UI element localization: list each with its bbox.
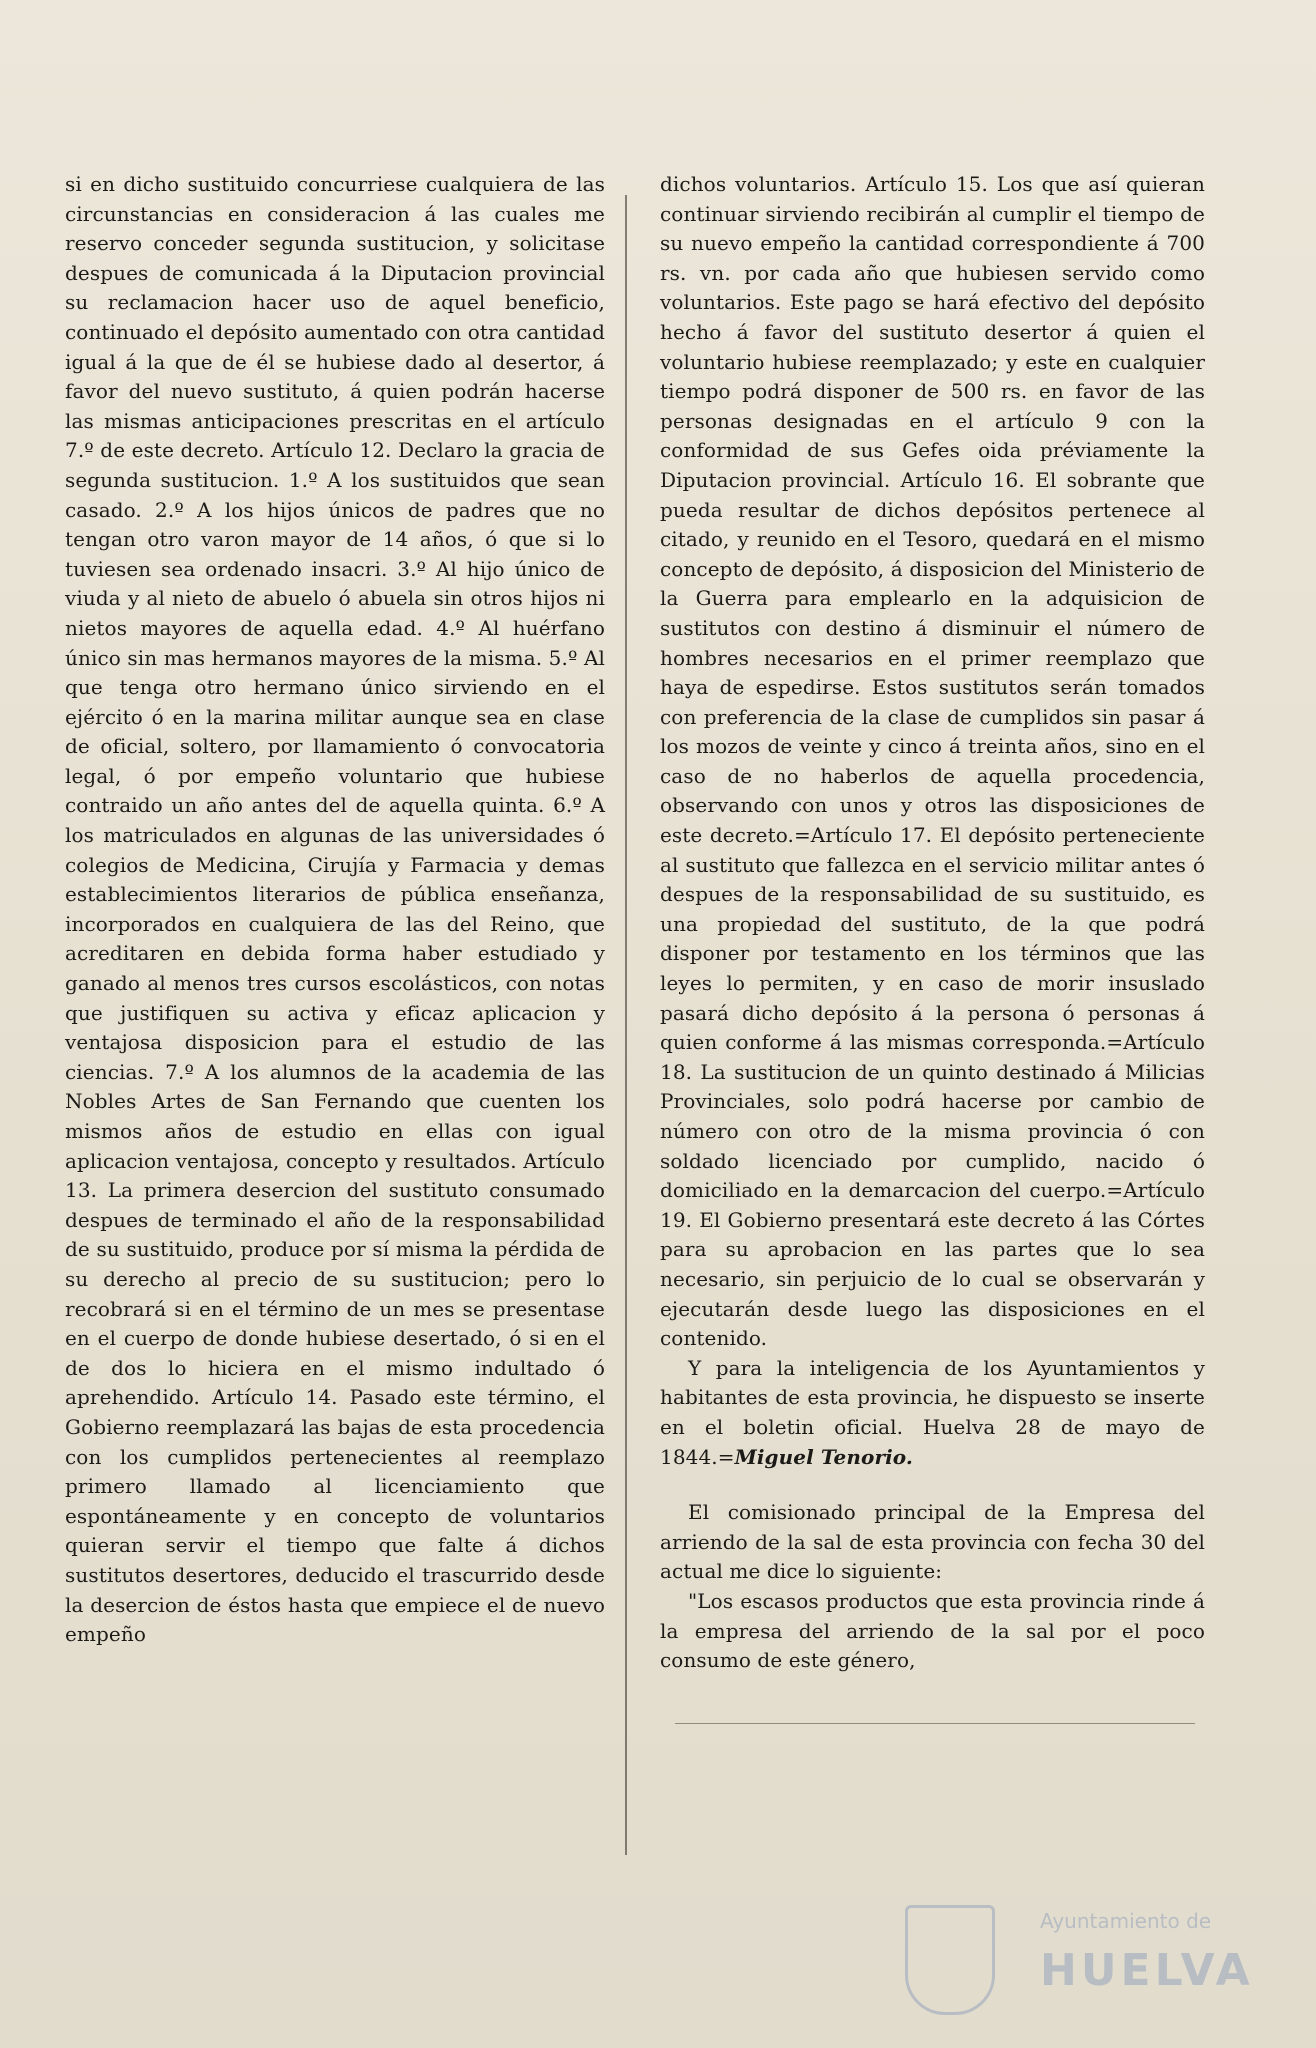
column-divider [625,195,627,1855]
signature: Miguel Tenorio. [734,1444,913,1469]
watermark-line1: Ayuntamiento de [1040,1909,1212,1933]
notice-intro: El comisionado principal de la Empresa del arriendo de la sal de esta provincia con fecha 30 del actual me dice lo siguiente: [660,1500,1205,1584]
coat-of-arms-icon [905,1905,995,2015]
closing-text: Y para la inteligencia de los Ayuntamientos y habitantes de esta provincia, he dispuesto se inserte en el boletin oficial. Huelva 28 de mayo de 1844.= [660,1355,1205,1469]
left-column-text: si en dicho sustituido concurriese cualquiera de las circunstancias en consideracion á las cuales me reservo conceder segunda sustitucion, y solicitase despues de comunicada á la Diputacion provincial su reclamacion hacer uso de aquel beneficio, continuado el depósito aumentado con otra cantidad igual á la que de él se hubiese dado al desertor, á favor del nuevo sustituto, á quien podrán hacerse las mismas anticipaciones prescritas en el artículo 7.º de este decreto. Artículo 12. Declaro la gracia de segunda sustitucion. 1.º A los sustituidos que sean casado. 2.º A los hijos únicos de padres que no tengan otro varon mayor de 14 años, ó que si lo tuviesen sea ordenado insacri. 3.º Al hijo único de viuda y al nieto de abuelo ó abuela sin otros hijos ni nietos mayores de aquella edad. 4.º Al huérfano único sin mas hermanos mayores de la misma. 5.º Al que tenga otro hermano único sirviendo en el ejército ó en la marina militar aunque sea en clase de oficial, soltero, por llamamiento ó convocatoria legal, ó por empeño voluntario que hubiese contraido un año antes del de aquella quinta. 6.º A los matriculados en algunas de las universidades ó colegios de Medicina, Cirujía y Farmacia y demas establecimientos literarios de pública enseñanza, incorporados en cualquiera de las del Reino, que acreditaren en debida forma haber estudiado y ganado al menos tres cursos escolásticos, con notas que justifiquen su activa y eficaz aplicacion y ventajosa disposicion para el estudio de las ciencias. 7.º A los alumnos de la academia de las Nobles Artes de San Fernando que cuenten los mismos años de estudio en ellas con igual aplicacion ventajosa, concepto y resultados. Artículo 13. La primera desercion del sustituto consumado despues de terminado el año de la responsabilidad de su sustituido, produce por sí misma la pérdida de su derecho al precio de su sustitucion; pero lo recobrará si en el término de un mes se presentase en el cuerpo de donde hubiese desertado, ó si en el de dos lo hiciera en el mismo indultado ó aprehendido. Artículo 14. Pasado este término, el Gobierno reemplazará las bajas de esta procedencia con los cumplidos pertenecientes al reemplazo primero llamado al licenciamiento que espontáneamente y en concepto de voluntarios quieran servir el tiempo que falte á dichos sustitutos desertores, deducido el trascurrido desde la desercion de éstos hasta que empiece el de nuevo empeño [65,172,605,1647]
closing-paragraph [660,1354,1205,1472]
notice-quote: "Los escasos productos que esta provincia rinde á la empresa del arriendo de la sal por el poco consumo de este género, [660,1588,1205,1673]
left-column [65,170,605,1650]
huelva-watermark [905,1905,1254,2015]
right-column-text: dichos voluntarios. Artículo 15. Los que así quieran continuar sirviendo recibirán al cumplir el tiempo de su nuevo empeño la cantidad correspondiente á 700 rs. vn. por cada año que hubiesen servido como voluntarios. Este pago se hará efectivo del depósito hecho á favor del sustituto desertor á quien el voluntario hubiese reemplazado; y este en cualquier tiempo podrá disponer de 500 rs. en favor de las personas designadas en el artículo 9 con la conformidad de sus Gefes oida préviamente la Diputacion provincial. Artículo 16. El sobrante que pueda resultar de dichos depósitos pertenece al citado, y reunido en el Tesoro, quedará en el mismo concepto de depósito, á disposicion del Ministerio de la Guerra para emplearlo en la adquisicion de sustitutos con destino á disminuir el número de hombres necesarios en el primer reemplazo que haya de espedirse. Estos sustitutos serán tomados con preferencia de la clase de cumplidos sin pasar á los mozos de veinte y cinco á treinta años, sino en el caso de no haberlos de aquella procedencia, observando con unos y otros las disposiciones de este decreto.=Artículo 17. El depósito perteneciente al sustituto que fallezca en el servicio militar antes ó despues de la responsabilidad de su sustituido, es una propiedad del sustituto, de la que podrá disponer por testamento en los términos que las leyes lo permiten, y en caso de morir insuslado pasará dicho depósito á la persona ó personas á quien conforme á las mismas corresponda.=Artículo 18. La sustitucion de un quinto destinado á Milicias Provinciales, solo podrá hacerse por cambio de número con otro de la misma provincia ó con soldado licenciado por cumplido, nacido ó domiciliado en la demarcacion del cuerpo.=Artículo 19. El Gobierno presentará este decreto á las Córtes para su aprobacion en las partes que lo sea necesario, sin perjuicio de lo cual se observarán y ejecutarán desde luego las disposiciones en el contenido. [660,172,1205,1351]
watermark-line2: HUELVA [1040,1945,1254,1996]
right-column [660,170,1205,1676]
section-divider [675,1723,1195,1724]
